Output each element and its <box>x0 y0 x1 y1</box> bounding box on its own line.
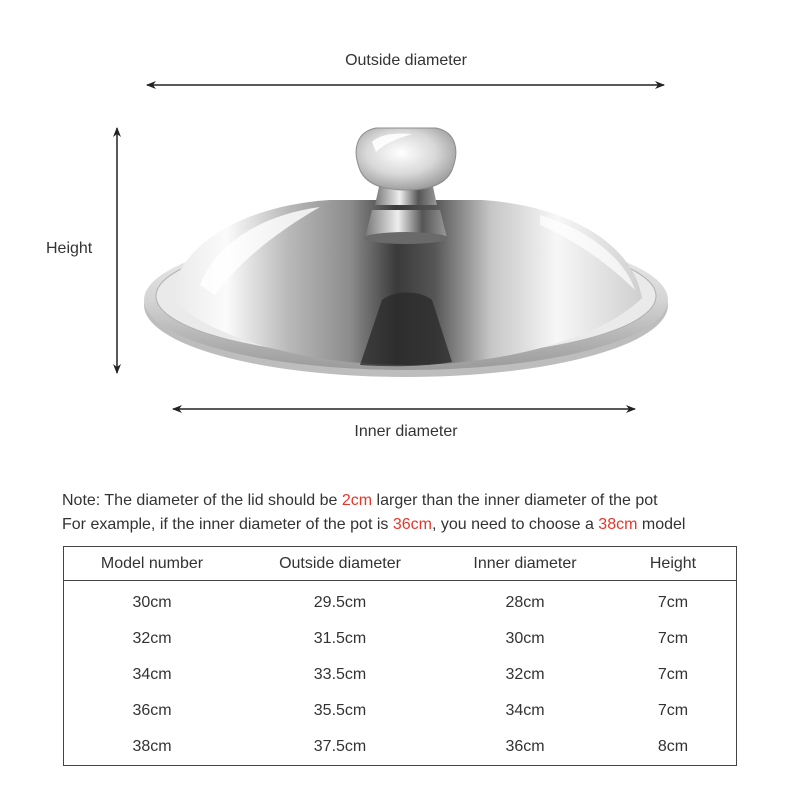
cell-model: 30cm <box>132 594 172 611</box>
column-header-height: Height <box>610 547 737 581</box>
note-highlight: 36cm <box>392 516 432 533</box>
cell-model: 38cm <box>132 738 172 755</box>
column-header-outside-diameter: Outside diameter <box>240 547 440 581</box>
cell-inner-diameter: 30cm <box>505 630 545 647</box>
note-line-2 <box>62 516 685 534</box>
cell-height: 8cm <box>657 738 689 755</box>
note-text: model <box>637 516 686 533</box>
cell-height: 7cm <box>657 630 689 647</box>
cell-outside-diameter: 35.5cm <box>313 702 367 719</box>
note-line-1 <box>62 492 658 510</box>
table-row <box>64 581 737 622</box>
inner-diameter-label: Inner diameter <box>354 423 458 440</box>
table-header-row <box>64 547 737 581</box>
table-row <box>64 693 737 729</box>
note-highlight: 38cm <box>598 516 638 533</box>
table-row <box>64 621 737 657</box>
note-text: Note: The diameter of the lid should be <box>62 492 342 509</box>
cell-model: 36cm <box>132 702 172 719</box>
column-header-inner-diameter: Inner diameter <box>440 547 610 581</box>
cell-outside-diameter: 31.5cm <box>313 630 367 647</box>
cell-height: 7cm <box>657 702 689 719</box>
note-text: , you need to choose a <box>431 516 599 533</box>
outside-diameter-label: Outside diameter <box>345 52 467 69</box>
column-header-model: Model number <box>64 547 241 581</box>
cell-outside-diameter: 37.5cm <box>313 738 367 755</box>
size-table <box>63 546 737 766</box>
cell-model: 32cm <box>132 630 172 647</box>
cell-inner-diameter: 28cm <box>505 594 545 611</box>
cell-inner-diameter: 34cm <box>505 702 545 719</box>
table-row <box>64 729 737 766</box>
cell-inner-diameter: 32cm <box>505 666 545 683</box>
table-row <box>64 657 737 693</box>
note-text: larger than the inner diameter of the pot <box>372 492 658 509</box>
cell-height: 7cm <box>657 666 689 683</box>
cell-outside-diameter: 33.5cm <box>313 666 367 683</box>
cell-height: 7cm <box>657 594 689 611</box>
cell-outside-diameter: 29.5cm <box>313 594 367 611</box>
cell-model: 34cm <box>132 666 172 683</box>
note-text: For example, if the inner diameter of the pot is <box>62 516 393 533</box>
pot-lid-image <box>144 128 668 377</box>
height-label: Height <box>46 240 93 257</box>
cell-inner-diameter: 36cm <box>505 738 545 755</box>
note-highlight: 2cm <box>341 492 373 509</box>
